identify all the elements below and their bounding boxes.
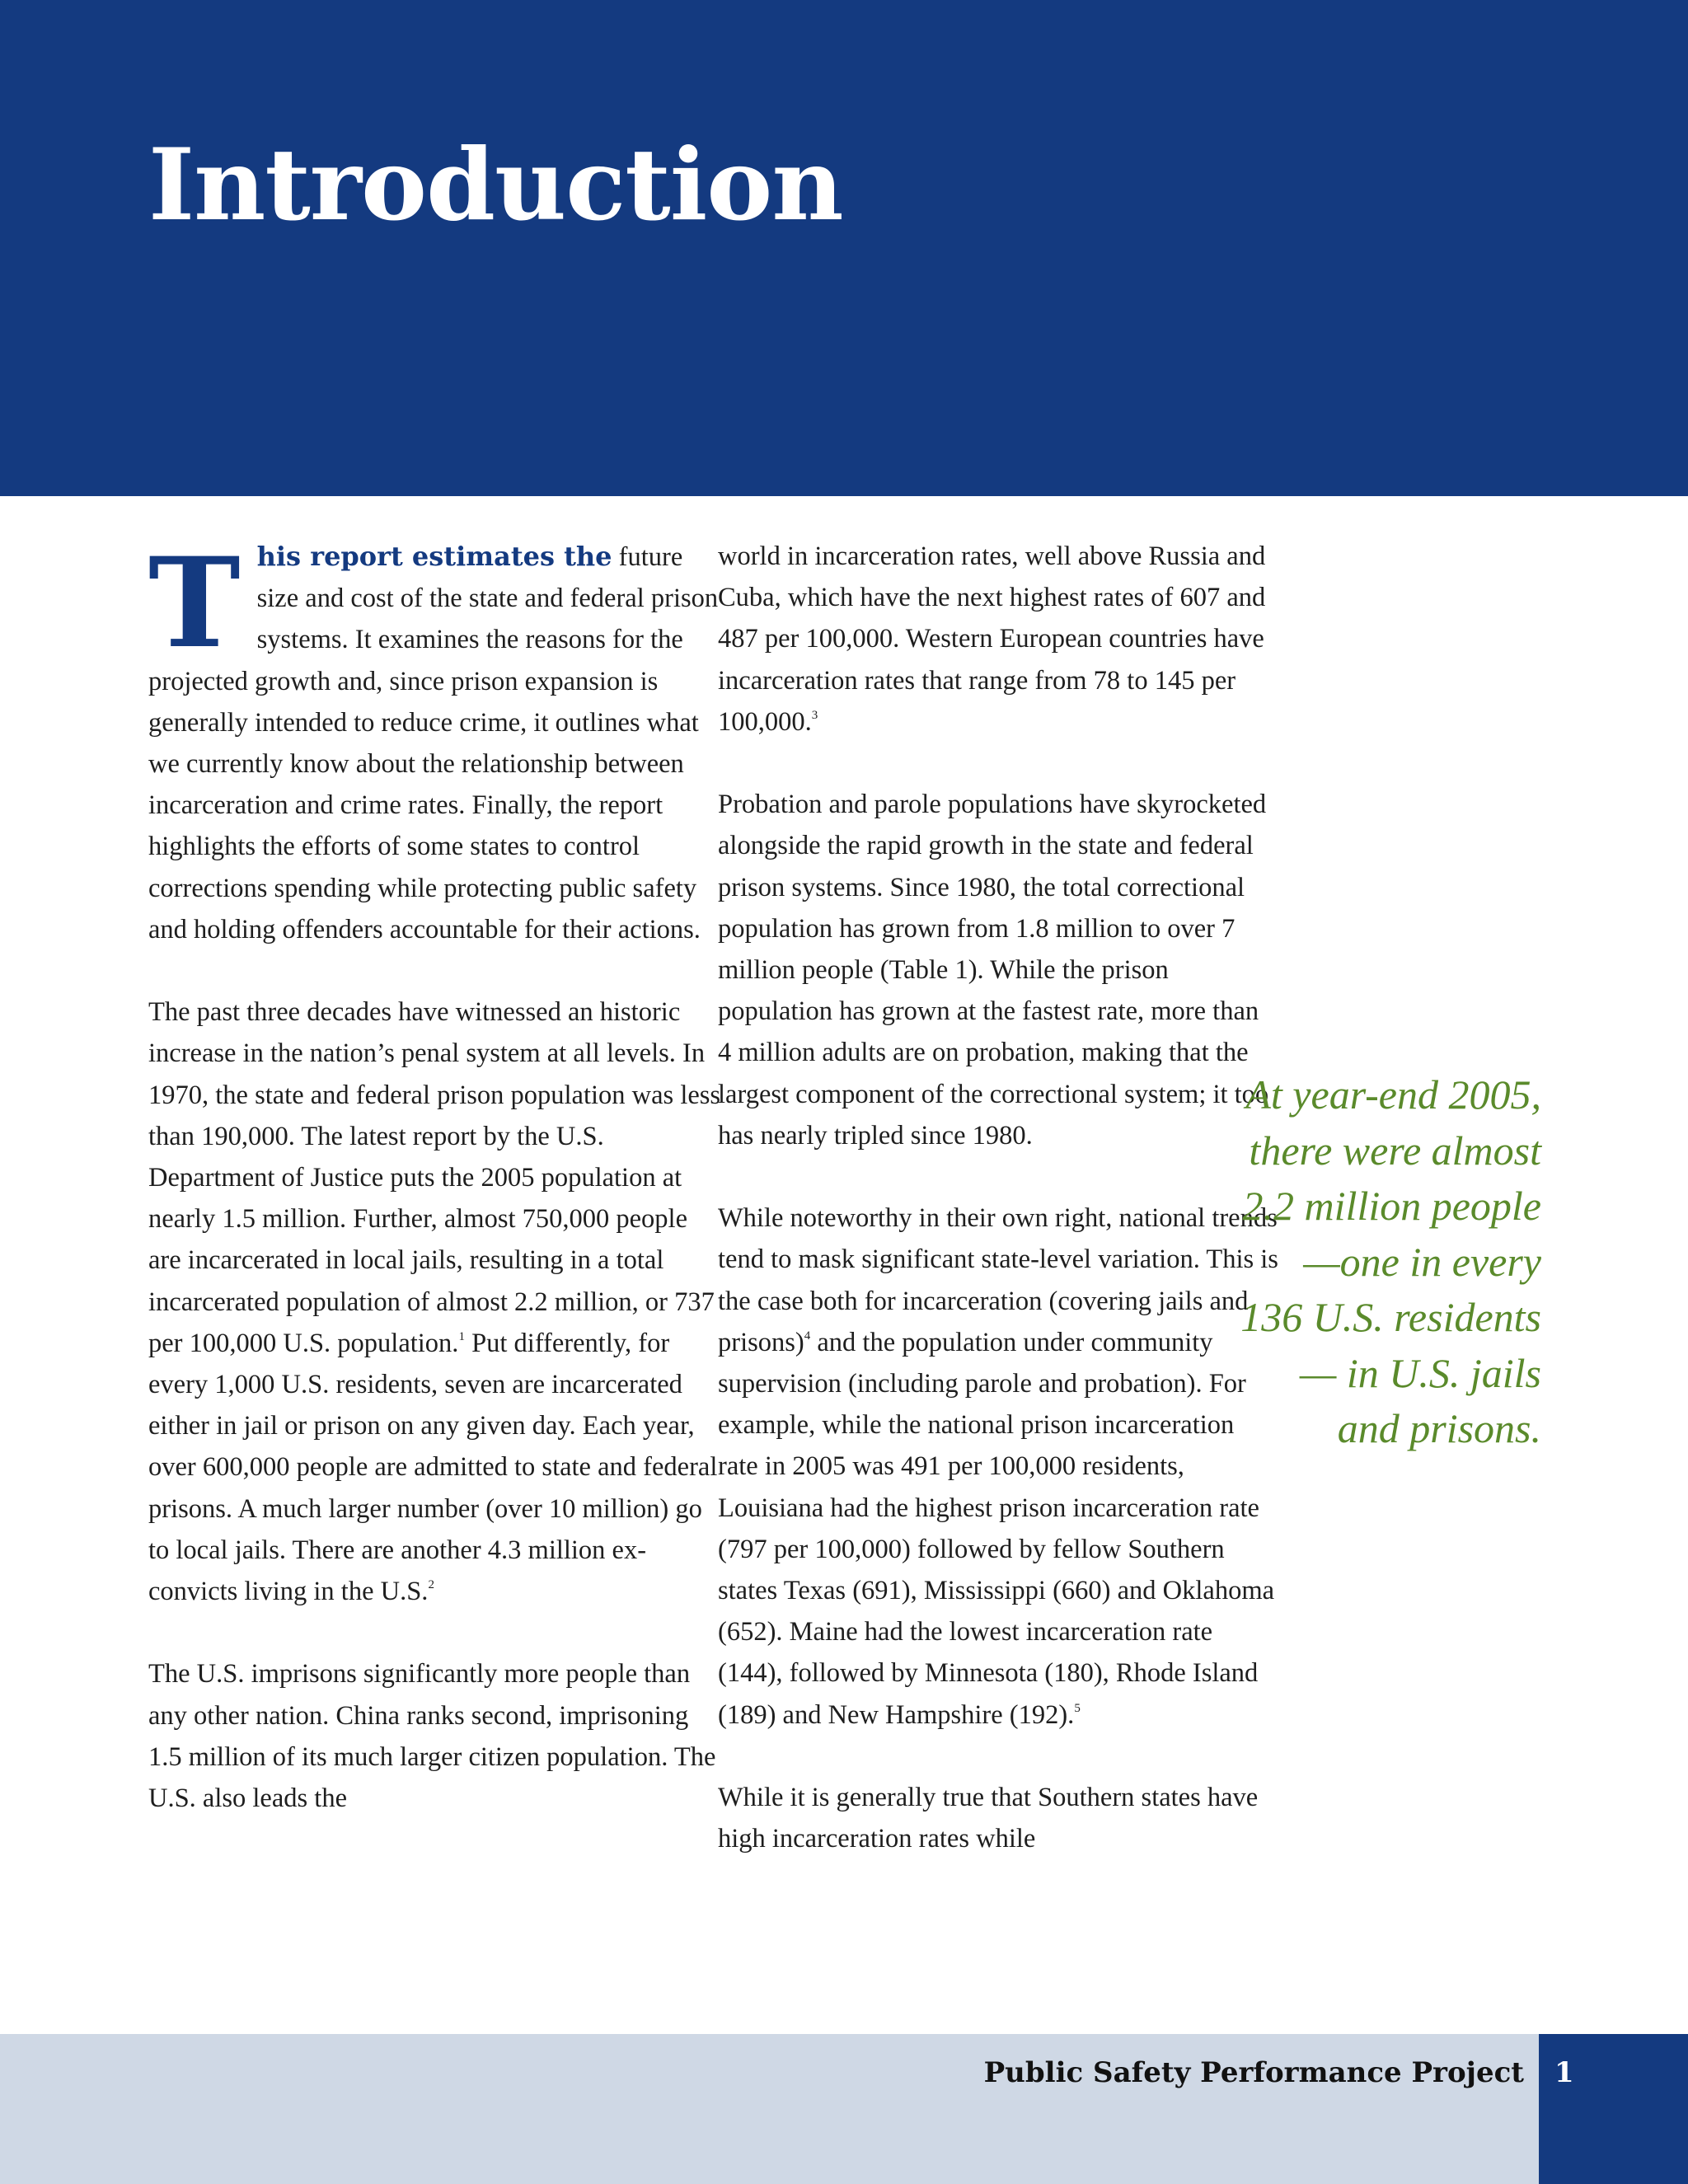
drop-cap: T xyxy=(148,531,241,676)
footnote-marker: 3 xyxy=(811,708,818,722)
paragraph xyxy=(718,784,1278,1156)
footnote-marker: 2 xyxy=(428,1578,434,1592)
header-band xyxy=(0,0,1688,496)
lead-in-text: his report estimates the xyxy=(256,541,612,572)
paragraph xyxy=(718,1777,1278,1859)
text-run: and the population under community supervision (including parole and probation). For example, while the national prison incarceration rate in 2005 was 491 per 100,000 residents, Louisiana had the highest prison incarceration rate (797 per 100,000) followed by fellow Southern states Texas (691), Mississippi (660) and Oklahoma (652). Maine had the lowest incarceration rate (144), followed by Minnesota (180), Rhode Island (189) and New Hampshire (192). xyxy=(718,1327,1275,1730)
text-run: Probation and parole populations have skyrocketed alongside the rapid growth in the state and federal prison systems. Since 1980, the total correctional population has grown from 1.8 million to over 7 million people (Table 1). While the prison population has grown at the fastest rate, more than 4 million adults are on probation, making that the largest component of the correctional system; it too has nearly tripled since 1980. xyxy=(718,790,1269,1151)
text-run: world in incarceration rates, well above Russia and Cuba, which have the next highest rates of 607 and 487 per 100,000. Western European countries have incarceration rates that range from 78 to 145 per 100,000. xyxy=(718,541,1266,737)
paragraph xyxy=(148,1653,725,1819)
text-run: future size and cost of the state and federal prison systems. It examines the reasons for the projected growth and, since prison expansion is generally intended to reduce crime, it outlines what we currently know about the relationship between incarceration and crime rates. Finally, the report highlights the efforts of some states to control corrections spending while protecting public safety and holding offenders accountable for their actions. xyxy=(148,542,719,944)
page-number: 1 xyxy=(1554,2056,1574,2089)
paragraph xyxy=(718,536,1278,743)
footer-publication-label: Public Safety Performance Project xyxy=(983,2056,1524,2089)
footnote-marker: 1 xyxy=(458,1329,465,1343)
paragraph xyxy=(148,991,725,1612)
text-run: The U.S. imprisons significantly more people than any other nation. China ranks second, imprisoning 1.5 million of its much larger citizen population. The U.S. also leads the xyxy=(148,1659,716,1814)
footnote-marker: 4 xyxy=(804,1329,811,1343)
footnote-marker: 5 xyxy=(1074,1701,1081,1715)
page-title: Introduction xyxy=(148,127,843,243)
intro-paragraph xyxy=(148,531,725,950)
text-run: Put differently, for every 1,000 U.S. residents, seven are incarcerated either in jail or prison on any given day. Each year, over 600,000 people are admitted to state and federal prisons. A much larger number (over 10 million) go to local jails. There are another 4.3 million ex-convicts living in the U.S. xyxy=(148,1328,718,1607)
paragraph xyxy=(718,1197,1278,1736)
text-run: The past three decades have witnessed an historic increase in the nation’s penal system at all levels. In 1970, the state and federal prison population was less than 190,000. The latest report by the U.S. Department of Justice puts the 2005 population at nearly 1.5 million. Further, almost 750,000 people are incarcerated in local jails, resulting in a total incarcerated population of almost 2.2 million, or 737 per 100,000 U.S. population. xyxy=(148,997,721,1358)
right-column xyxy=(718,536,1278,1901)
text-run: While noteworthy in their own right, national trends tend to mask significant state-level variation. This is the case both for incarceration (covering jails and prisons) xyxy=(718,1203,1278,1357)
pull-quote: At year-end 2005, there were almost 2.2 million people—one in every 136 U.S. residents— in U.S. jails and prisons. xyxy=(1240,1071,1541,1451)
text-run: While it is generally true that Southern states have high incarceration rates while xyxy=(718,1783,1259,1854)
left-column xyxy=(148,531,725,1860)
